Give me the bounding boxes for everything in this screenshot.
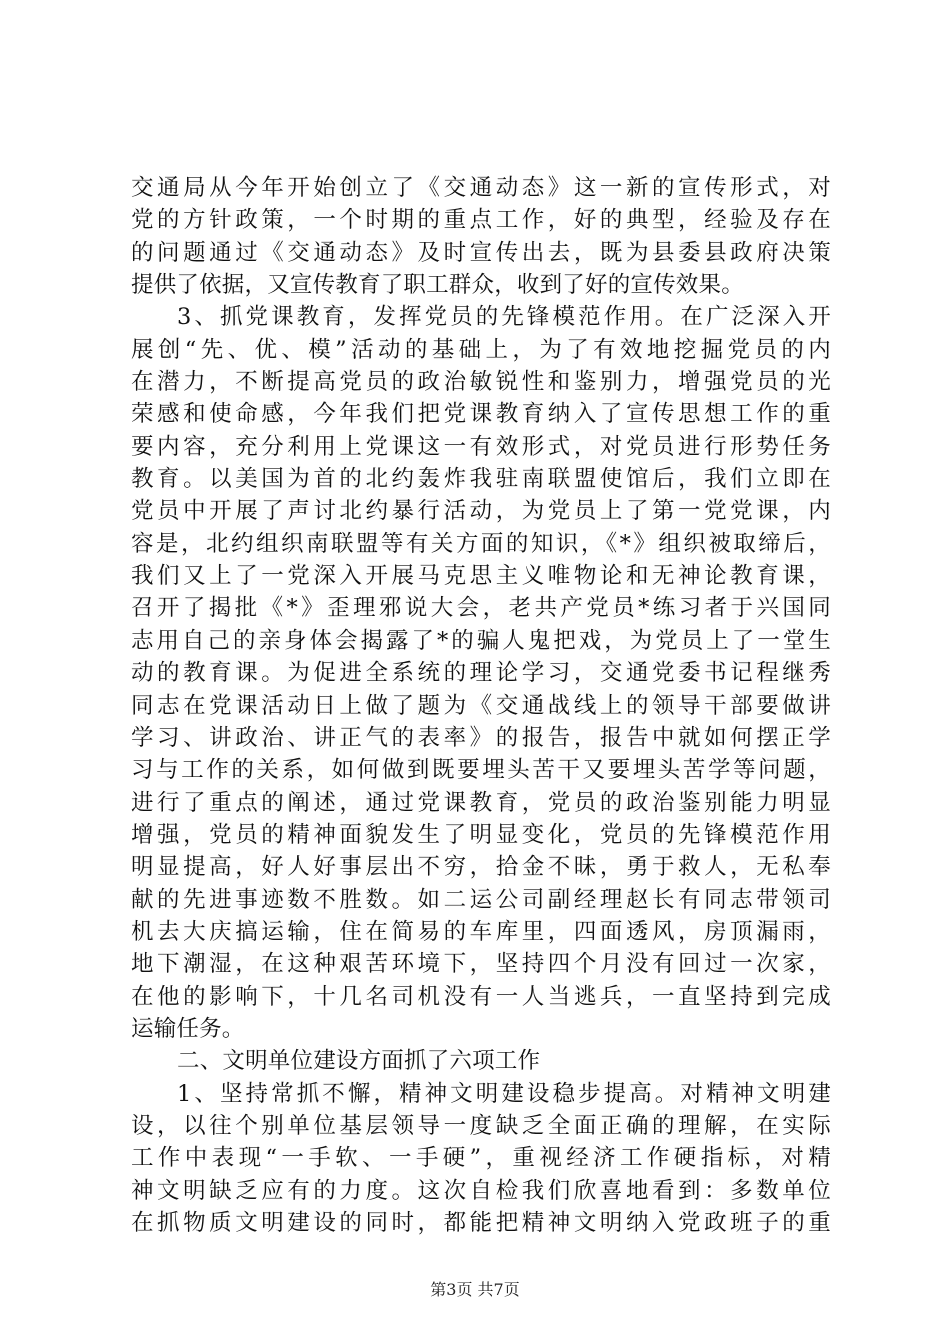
text-line: 党的方针政策，一个时期的重点工作，好的典型，经验及存在 xyxy=(131,207,831,234)
text-line: 进行了重点的阐述，通过党课教育，党员的政治鉴别能力明显 xyxy=(131,789,831,816)
text-line: 动的教育课。为促进全系统的理论学习，交通党委书记程继秀 xyxy=(131,660,831,687)
text-line: 运输任务。 xyxy=(131,1015,245,1042)
text-line: 二、文明单位建设方面抓了六项工作 xyxy=(177,1048,541,1075)
text-line: 提供了依据，又宣传教育了职工群众，收到了好的宣传效果。 xyxy=(131,272,744,299)
text-line: 明显提高，好人好事层出不穷，拾金不昧，勇于救人，无私奉 xyxy=(131,854,831,881)
document-body xyxy=(131,172,831,1239)
text-line: 学习、讲政治、讲正气的表率》的报告，报告中就如何摆正学 xyxy=(131,724,831,751)
text-line: 设，以往个别单位基层领导一度缺乏全面正确的理解，在实际 xyxy=(131,1112,831,1139)
text-line: 在潜力，不断提高党员的政治敏锐性和鉴别力，增强党员的光 xyxy=(131,369,831,396)
text-line: 增强，党员的精神面貌发生了明显变化，党员的先锋模范作用 xyxy=(131,821,831,848)
text-line: 习与工作的关系，如何做到既要埋头苦干又要埋头苦学等问题， xyxy=(131,757,831,784)
text-line: 神文明缺乏应有的力度。这次自检我们欣喜地看到：多数单位 xyxy=(131,1177,831,1204)
text-line: 容是，北约组织南联盟等有关方面的知识，《*》组织被取缔后， xyxy=(131,530,831,557)
text-line: 在抓物质文明建设的同时，都能把精神文明纳入党政班子的重 xyxy=(131,1210,831,1236)
text-line: 党员中开展了声讨北约暴行活动，为党员上了第一党党课，内 xyxy=(131,498,831,525)
text-line: 展创“先、优、模”活动的基础上，为了有效地挖掘党员的内 xyxy=(131,336,831,363)
text-line: 交通局从今年开始创立了《交通动态》这一新的宣传形式，对 xyxy=(131,175,831,201)
text-line: 在他的影响下，十几名司机没有一人当逃兵，一直坚持到完成 xyxy=(131,983,831,1010)
text-line: 工作中表现“一手软、一手硬”，重视经济工作硬指标，对精 xyxy=(131,1145,831,1172)
text-line: 教育。以美国为首的北约轰炸我驻南联盟使馆后，我们立即在 xyxy=(131,466,831,493)
page-footer: 第3页 共7页 xyxy=(430,1280,520,1299)
text-line: 荣感和使命感，今年我们把党课教育纳入了宣传思想工作的重 xyxy=(131,401,831,428)
text-line: 献的先进事迹数不胜数。如二运公司副经理赵长有同志带领司 xyxy=(131,886,831,913)
text-line: 我们又上了一党深入开展马克思主义唯物论和无神论教育课， xyxy=(131,563,831,590)
text-line: 地下潮湿，在这种艰苦环境下，坚持四个月没有回过一次家， xyxy=(131,951,831,978)
text-line: 同志在党课活动日上做了题为《交通战线上的领导干部要做讲 xyxy=(131,692,831,719)
text-line: 召开了揭批《*》歪理邪说大会，老共产党员*练习者于兴国同 xyxy=(131,595,831,622)
text-line: 的问题通过《交通动态》及时宣传出去，既为县委县政府决策 xyxy=(131,239,831,266)
text-line: 1、坚持常抓不懈，精神文明建设稳步提高。对精神文明建 xyxy=(177,1080,831,1107)
text-line: 要内容，充分利用上党课这一有效形式，对党员进行形势任务 xyxy=(131,433,831,460)
text-line: 机去大庆搞运输，住在简易的车库里，四面透风，房顶漏雨， xyxy=(131,918,831,945)
text-line: 志用自己的亲身体会揭露了*的骗人鬼把戏，为党员上了一堂生 xyxy=(131,627,831,654)
text-line: 3、抓党课教育，发挥党员的先锋模范作用。在广泛深入开 xyxy=(177,304,831,331)
